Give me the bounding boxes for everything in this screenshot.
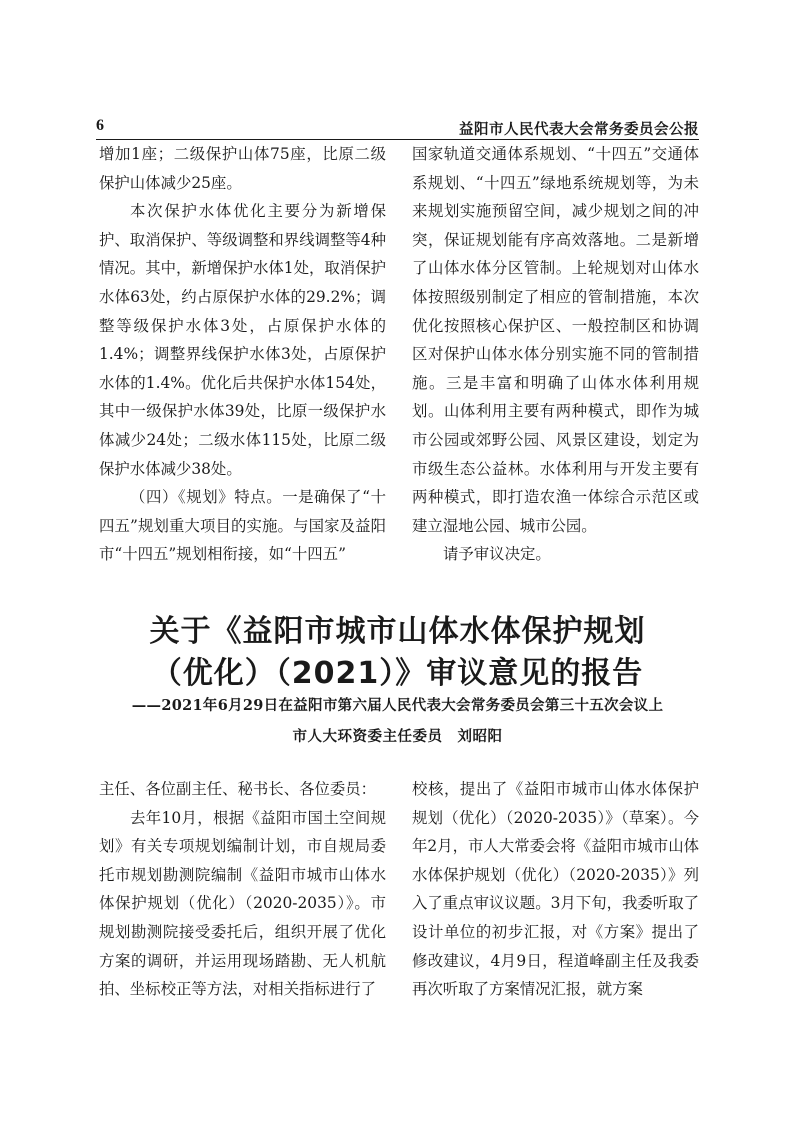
- bottom-right-column: [412, 775, 699, 1004]
- bottom-left-column: [99, 775, 386, 1004]
- journal-title: 益阳市人民代表大会常务委员会公报: [459, 121, 699, 138]
- top-right-column: [412, 140, 699, 569]
- report-title-line-2: （优化）（2021）》审议意见的报告: [151, 656, 644, 691]
- top-left-column: [99, 140, 386, 569]
- salutation: 主任、各位副主任、秘书长、各位委员：: [99, 780, 377, 798]
- paragraph: 校核，提出了《益阳市城市山体水体保护规划（优化）（2020-2035）》（草案）。今年2月，市人大常委会将《益阳市城市山体水体保护规划（优化）（2020-2035）》列入了重点审议议题。3月下旬，我委听取了设计单位的初步汇报，对《方案》提出了修改建议，4月9日，程道峰副主任及我委再次听取了方案情况汇报，就方案: [412, 780, 699, 999]
- paragraph: （四）《规划》特点。一是确保了“十四五”规划重大项目的实施。与国家及益阳市“十四五”规划相衔接，如“十四五”: [99, 488, 386, 564]
- report-author: 市人大环资委主任委员 刘昭阳: [292, 728, 503, 745]
- page-number: 6: [96, 117, 104, 134]
- paragraph: 本次保护水体优化主要分为新增保护、取消保护、等级调整和界线调整等4种情况。其中，新增保护水体1处，取消保护水体63处，约占原保护水体的29.2%；调整等级保护水体3处，占原保护水体的1.4%；调整界线保护水体3处，占原保护水体的1.4%。优化后共保护水体154处，其中一级保护水体39处，比原一级保护水体减少24处；二级水体115处，比原二级保护水体减少38处。: [99, 202, 386, 478]
- report-title-line-1: 关于《益阳市城市山体水体保护规划: [149, 614, 646, 649]
- closing-line: 请予审议决定。: [443, 545, 551, 564]
- paragraph: 去年10月，根据《益阳市国土空间规划》有关专项规划编制计划，市自规局委托市规划勘测院编制《益阳市城市山体水体保护规划（优化）（2020-2035）》。市规划勘测院接受委托后，组织开展了优化方案的调研，并运用现场踏勘、无人机航拍、坐标校正等方法，对相关指标进行了: [99, 808, 386, 999]
- page-header: [96, 117, 699, 137]
- paragraph: 国家轨道交通体系规划、“十四五”交通体系规划、“十四五”绿地系统规划等，为未来规划实施预留空间，减少规划之间的冲突，保证规划能有序高效落地。二是新增了山体水体分区管制。上轮规划对山体水体按照级别制定了相应的管制措施，本次优化按照核心保护区、一般控制区和协调区对保护山体水体分别实施不同的管制措施。三是丰富和明确了山体水体利用规划。山体利用主要有两种模式，即作为城市公园或郊野公园、风景区建设，划定为市级生态公益林。水体利用与开发主要有两种模式，即打造农渔一体综合示范区或建立湿地公园、城市公园。: [412, 145, 699, 535]
- report-subtitle: ——2021年6月29日在益阳市第六届人民代表大会常务委员会第三十五次会议上: [131, 697, 664, 714]
- paragraph: 增加1座；二级保护山体75座，比原二级保护山体减少25座。: [99, 145, 386, 192]
